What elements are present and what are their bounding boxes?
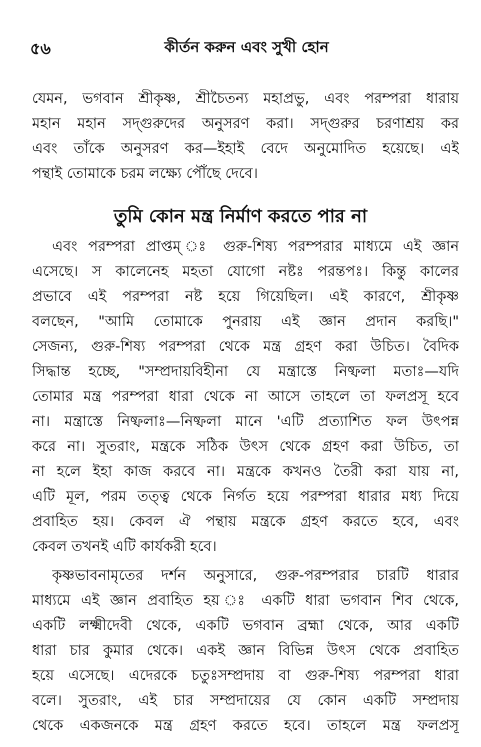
paragraph3-line: কৃষ্ণভাবনামৃতের দর্শন অনুসারে, গুরু-পরম্পরার চারটি ধারার [52, 568, 459, 584]
paragraph2-line: সিদ্ধান্ত হচ্ছে, "সম্প্রদায়বিহীনা যে মন্ত্রাস্তে নিষ্ফলা মতাঃ—যদি [32, 364, 459, 380]
paragraph2-line: কেবল তখনই এটি কার্যকরী হবে। [32, 539, 217, 555]
paragraph1-line: এবং তাঁকে অনুসরণ কর—ইহাই বেদে অনুমোদিত হয়েছে। এই [32, 141, 459, 157]
paragraph2-line: প্রভাবে এই পরম্পরা নষ্ট হয়ে গিয়েছিল। এই কারণে, শ্রীকৃষ্ণ [32, 289, 459, 305]
paragraph1-line: যেমন, ভগবান শ্রীকৃষ্ণ, শ্রীচৈতন্য মহাপ্রভু, এবং পরম্পরা ধারায় [32, 91, 459, 107]
paragraph3-line: থেকে একজনকে মন্ত্র গ্রহণ করতে হবে। তাহলে মন্ত্র ফলপ্রসূ [32, 718, 459, 734]
paragraph1-line: পন্থাই তোমাকে চরম লক্ষ্যে পৌঁছে দেবে। [32, 166, 258, 182]
section-heading: তুমি কোন মন্ত্র নির্মাণ করতে পার না [113, 206, 368, 227]
paragraph2-line: করে না। সুতরাং, মন্ত্রকে সঠিক উৎস থেকে গ্রহণ করা উচিত, তা [32, 439, 459, 455]
paragraph2-line: প্রবাহিত হয়। কেবল ঐ পন্থায় মন্ত্রকে গ্রহণ করতে হবে, এবং [32, 514, 459, 530]
paragraph3-line: মাধ্যমে এই জ্ঞান প্রবাহিত হয় ঃ একটি ধারা ভগবান শিব থেকে, [32, 593, 459, 609]
paragraph2-line: এসেছে। স কালেনেহ মহতা যোগো নষ্টঃ পরন্তপঃ। কিন্তু কালের [32, 264, 459, 280]
paragraph1-line: মহান মহান সদ্‌গুরুদের অনুসরণ করা। সদ্‌গুরুর চরণাশ্রয় কর [32, 116, 459, 132]
paragraph3-line: হয়ে এসেছে। এদেরকে চতুঃসম্প্রদায় বা গুরু-শিষ্য পরম্পরা ধারা [32, 668, 459, 684]
paragraph2-line: না হলে ইহা কাজ করবে না। মন্ত্রকে কখনও তৈরী করা যায় না, [32, 464, 459, 480]
page-header [30, 36, 463, 64]
paragraph2-line: এটি মূল, পরম তত্ত্ব থেকে নির্গত হয়ে পরম্পরা ধারার মধ্য দিয়ে [32, 489, 459, 505]
paragraph3-line: একটি লক্ষ্মীদেবী থেকে, একটি ভগবান ব্রহ্মা থেকে, আর একটি [32, 618, 459, 634]
paragraph3-line: বলে। সুতরাং, এই চার সম্প্রদায়ের যে কোন একটি সম্প্রদায় [32, 693, 459, 709]
paragraph2-line: বলছেন, "আমি তোমাকে পুনরায় এই জ্ঞান প্রদান করছি।" [32, 314, 459, 330]
paragraph2-line: সেজন্য, গুরু-শিষ্য পরম্পরা থেকে মন্ত্র গ্রহণ করা উচিত। বৈদিক [32, 339, 459, 355]
paragraph2-line: তোমার মন্ত্র পরম্পরা ধারা থেকে না আসে তাহলে তা ফলপ্রসূ হবে [32, 389, 459, 405]
paragraph2-line: এবং পরম্পরা প্রাপ্তম্ ঃ গুরু-শিষ্য পরম্পরার মাধ্যমে এই জ্ঞান [52, 239, 459, 255]
paragraph3-line: ধারা চার কুমার থেকে। একই জ্ঞান বিভিন্ন উৎস থেকে প্রবাহিত [32, 643, 459, 659]
running-title: কীর্তন করুন এবং সুখী হোন [164, 38, 329, 56]
page-number: ৫৬ [30, 39, 51, 58]
paragraph2-line: না। মন্ত্রাস্তে নিষ্ফলাঃ—নিষ্ফলা মানে 'এটি প্রত্যাশিত ফল উৎপন্ন [32, 414, 459, 430]
